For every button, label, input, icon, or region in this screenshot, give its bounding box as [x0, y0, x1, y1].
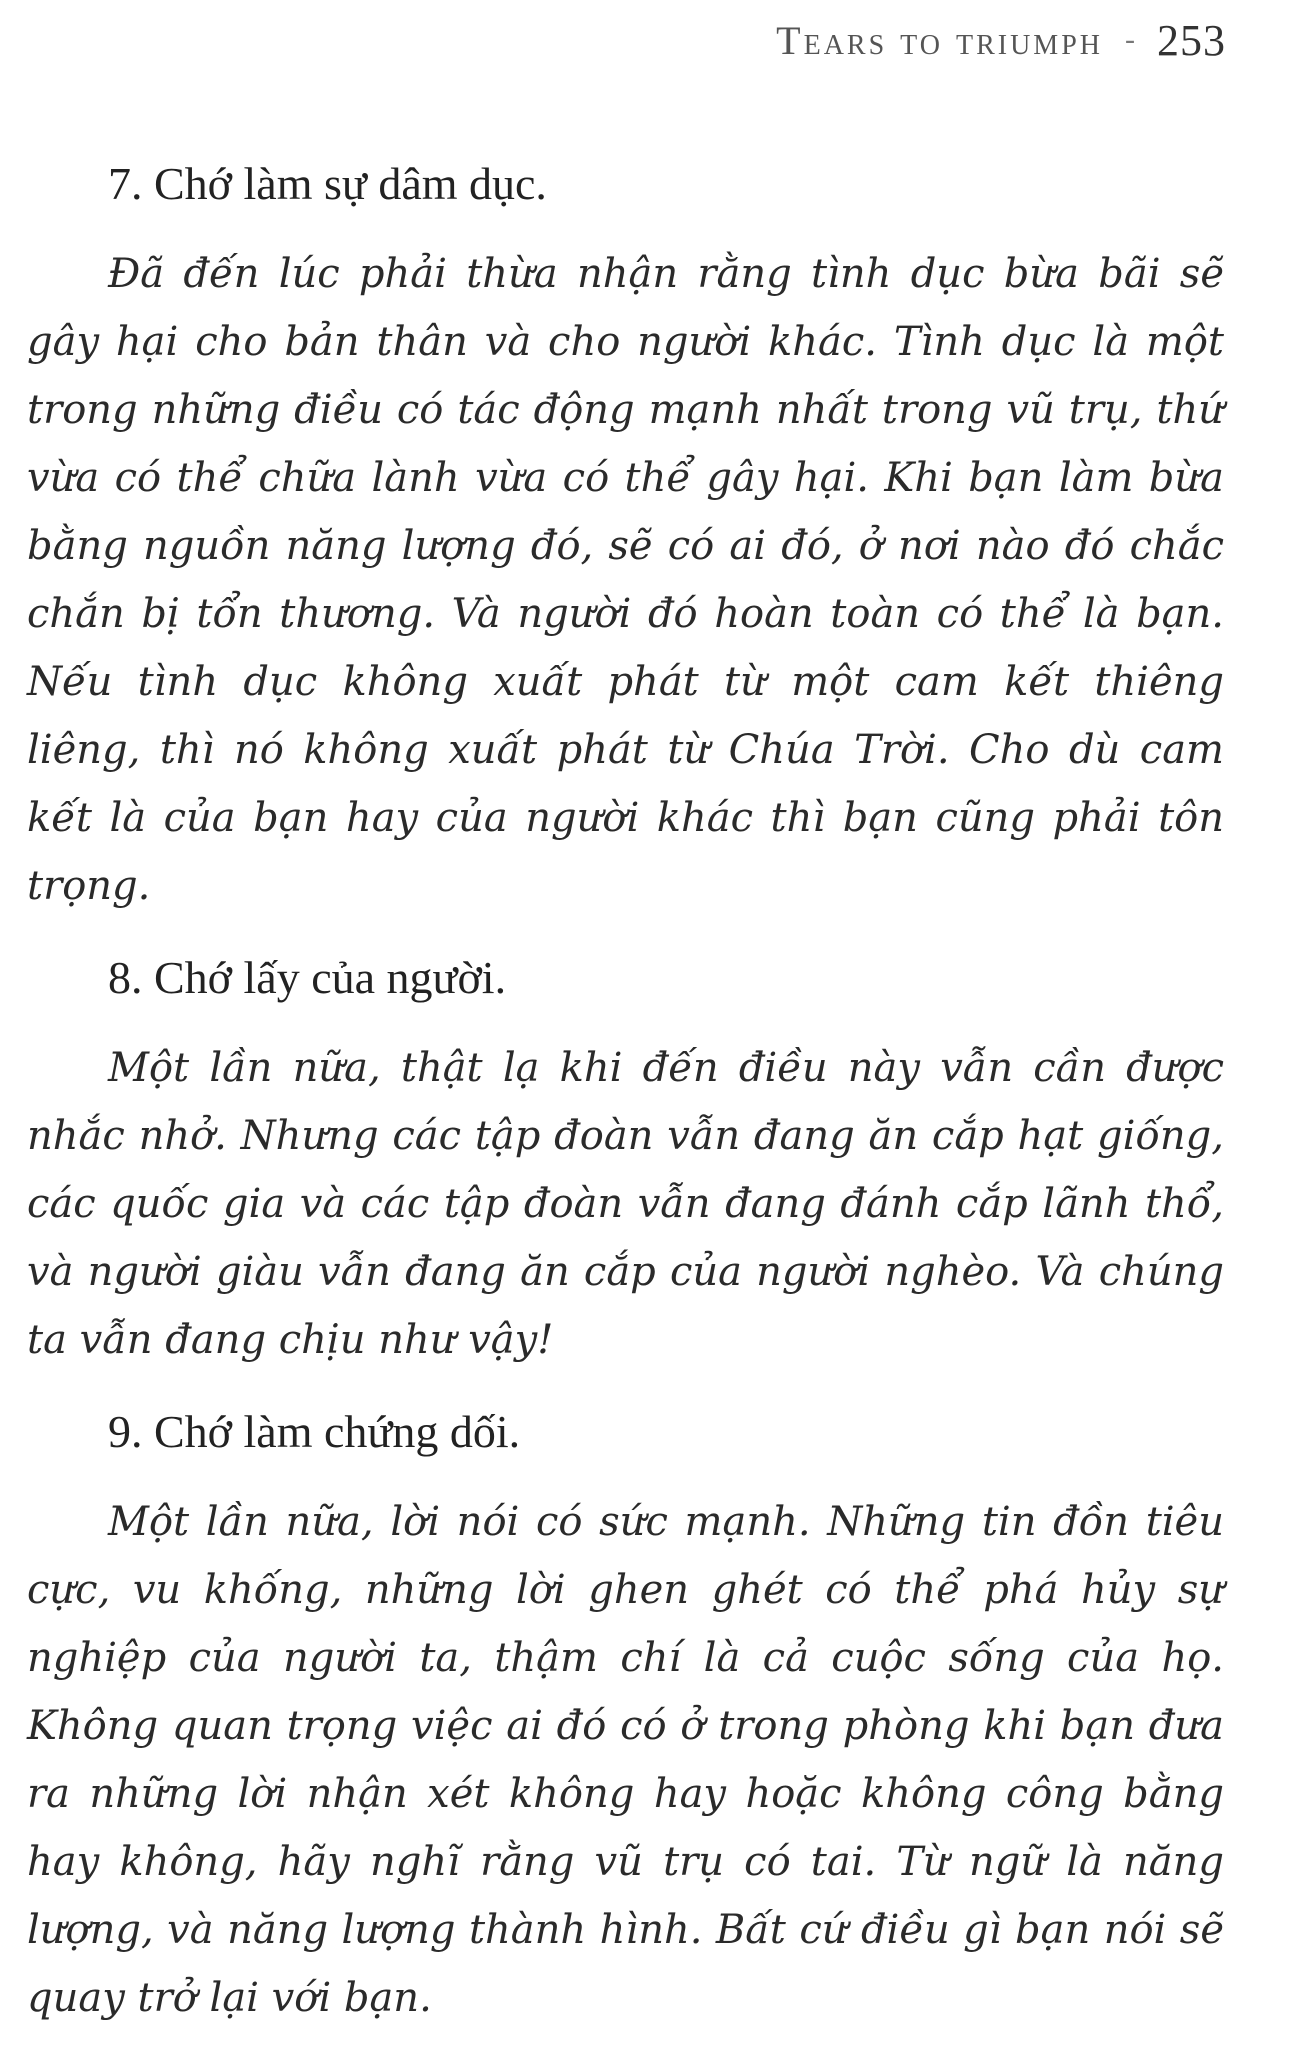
commandment-body-8: Một lần nữa, thật lạ khi đến điều này vẫn cần được nhắc nhở. Nhưng các tập đoàn vẫn đang ăn cắp hạt giống, các quốc gia và các tập đoàn vẫn đang đánh cắp lãnh thổ, và người giàu vẫn đang ăn cắp của người nghèo. Và chúng ta vẫn đang chịu như vậy!: [27, 1045, 1224, 1363]
commandment-body-9: Một lần nữa, lời nói có sức mạnh. Những tin đồn tiêu cực, vu khống, những lời ghen ghét có thể phá hủy sự nghiệp của người ta, thậm chí là cả cuộc sống của họ. Không quan trọng việc ai đó có ở trong phòng khi bạn đưa ra những lời nhận xét không hay hoặc không công bằng hay không, hãy nghĩ rằng vũ trụ có tai. Từ ngữ là năng lượng, và năng lượng thành hình. Bất cứ điều gì bạn nói sẽ quay trở lại với bạn.: [27, 1499, 1224, 2021]
commandment-body-7: Đã đến lúc phải thừa nhận rằng tình dục bừa bãi sẽ gây hại cho bản thân và cho người khác. Tình dục là một trong những điều có tác động mạnh nhất trong vũ trụ, thứ vừa có thể chữa lành vừa có thể gây hại. Khi bạn làm bừa bằng nguồn năng lượng đó, sẽ có ai đó, ở nơi nào đó chắc chắn bị tổn thương. Và người đó hoàn toàn có thể là bạn. Nếu tình dục không xuất phát từ một cam kết thiêng liêng, thì nó không xuất phát từ Chúa Trời. Cho dù cam kết là của bạn hay của người khác thì bạn cũng phải tôn trọng.: [27, 251, 1224, 909]
page-number: 253: [1157, 15, 1226, 65]
commandment-heading-8: 8. Chớ lấy của người.: [108, 952, 507, 1003]
commandment-heading-9: 9. Chớ làm chứng dối.: [108, 1406, 521, 1457]
book-title: Tears to triumph: [776, 17, 1103, 63]
running-header: [776, 10, 1226, 70]
page-content: [27, 150, 1224, 2056]
commandment-heading-7: 7. Chớ làm sự dâm dục.: [108, 158, 547, 209]
header-separator: -: [1125, 23, 1135, 56]
